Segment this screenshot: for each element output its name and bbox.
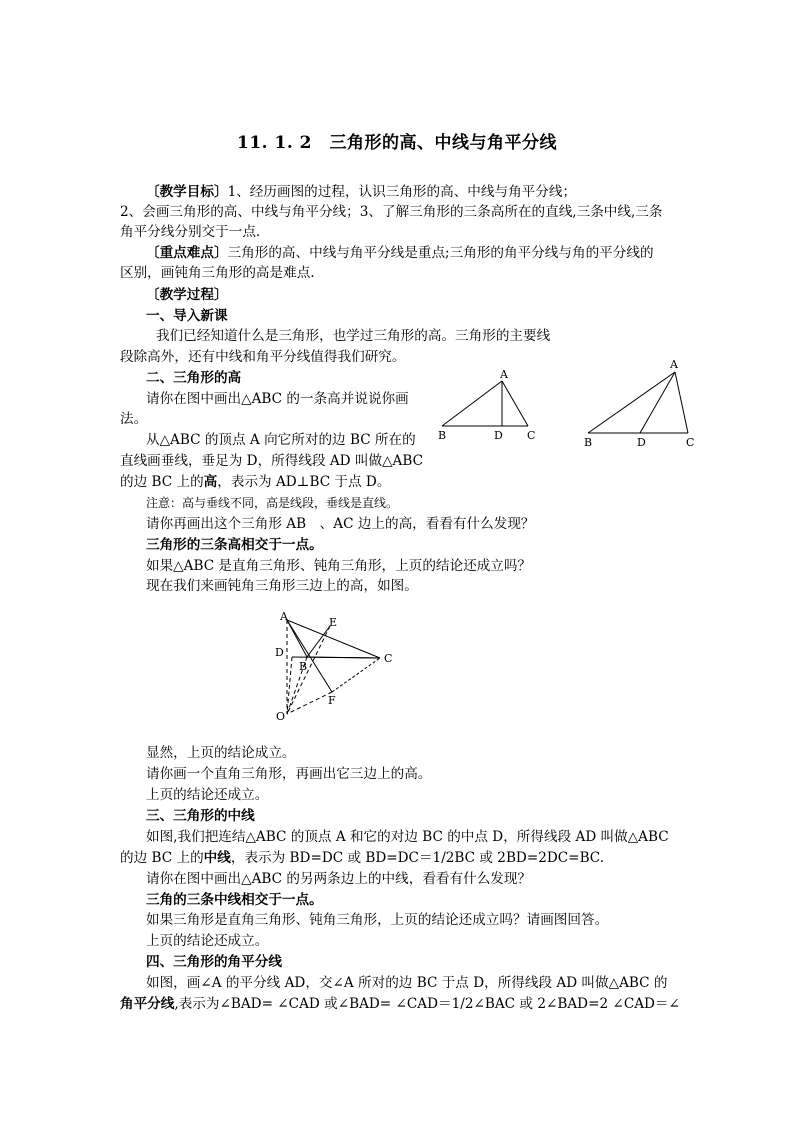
fig3-altitude-be bbox=[307, 626, 330, 657]
term-median: 中线 bbox=[203, 850, 231, 866]
s3-paragraph-5: 上页的结论还成立。 bbox=[146, 933, 269, 949]
fig1-label-d: D bbox=[494, 429, 503, 442]
fig3-label-f: F bbox=[328, 694, 336, 707]
goal-line-1 bbox=[146, 182, 576, 202]
s3-paragraph-3: 请你在图中画出△ABC 的另两条边上的中线，看看有什么发现？ bbox=[146, 871, 532, 887]
s2-paragraph-10: 请你画一个直角三角形，再画出它三边上的高。 bbox=[146, 766, 432, 782]
figure-altitude bbox=[430, 368, 550, 444]
s3-p2-text-c: ，表示为 BD=DC 或 BD=DC＝1/2BC 或 2BD=2DC=BC. bbox=[230, 850, 605, 866]
s4-p2-text-b: ,表示为∠BAD= ∠CAD 或∠BAD= ∠CAD＝1/2∠BAC 或 2∠BAD=2 ∠CAD＝∠ bbox=[174, 996, 680, 1012]
goal-line-2: 2、会画三角形的高、中线与角平分线；3、了解三角形的三条高所在的直线,三条中线,三条 bbox=[120, 204, 663, 220]
s4-paragraph-2 bbox=[120, 994, 680, 1014]
s3-p2-text-a: 的边 BC 上的 bbox=[120, 850, 204, 866]
fig3-label-b: B bbox=[299, 660, 308, 673]
s3-paragraph-2 bbox=[120, 848, 604, 868]
s2-paragraph-2: 法。 bbox=[120, 411, 148, 427]
s4-paragraph-1: 如图，画∠A 的平分线 AD，交∠A 所对的边 BC 于点 D，所得线段 AD 叫做△ABC 的 bbox=[146, 975, 668, 991]
s2-paragraph-7: 如果△ABC 是直角三角形、钝角三角形，上页的结论还成立吗？ bbox=[146, 558, 532, 574]
section-1-heading: 一、导入新课 bbox=[146, 308, 228, 324]
figure-obtuse-altitudes bbox=[270, 606, 400, 732]
goal-label: 〔教学目标〕 bbox=[146, 184, 228, 200]
fig2-side-ab bbox=[588, 372, 675, 433]
fig3-label-c: C bbox=[384, 652, 393, 665]
fig3-altitude-af bbox=[287, 620, 332, 692]
s2-p5-text-c: ，表示为 AD⊥BC 于点 D。 bbox=[217, 474, 391, 490]
s3-paragraph-1: 如图,我们把连结△ABC 的顶点 A 和它的对边 BC 的中点 D，所得线段 AD 叫做△ABC bbox=[146, 829, 669, 845]
s2-paragraph-3: 从△ABC 的顶点 A 向它所对的边 BC 所在的 bbox=[146, 432, 416, 448]
fig3-label-e: E bbox=[329, 616, 338, 629]
fig3-extension-fo bbox=[287, 692, 332, 714]
s2-conclusion: 三角形的三条高相交于一点。 bbox=[146, 537, 323, 553]
key-line-1 bbox=[146, 243, 654, 263]
s3-conclusion: 三角的三条中线相交于一点。 bbox=[146, 892, 323, 908]
section-2-heading: 二、三角形的高 bbox=[146, 370, 242, 386]
s2-note: 注意：高与垂线不同，高是线段，垂线是直线。 bbox=[146, 496, 399, 510]
section-4-heading: 四、三角形的角平分线 bbox=[146, 954, 282, 970]
fig1-side-ab bbox=[442, 381, 502, 426]
term-altitude: 高 bbox=[203, 474, 218, 490]
s2-paragraph-5 bbox=[120, 472, 390, 492]
fig1-label-a: A bbox=[500, 368, 508, 381]
key-label: 〔重点难点〕 bbox=[146, 245, 228, 261]
key-text-1: 三角形的高、中线与角平分线是重点;三角形的角平分线与角的平分线的 bbox=[227, 245, 654, 261]
fig3-label-d: D bbox=[275, 646, 284, 659]
s3-paragraph-4: 如果三角形是直角三角形、钝角三角形，上页的结论还成立吗？请画图回答。 bbox=[146, 912, 609, 928]
fig3-altitude-cd bbox=[292, 657, 380, 658]
term-angle-bisector: 角平分线 bbox=[120, 996, 175, 1012]
fig2-side-ac bbox=[675, 372, 688, 433]
fig1-label-b: B bbox=[438, 429, 447, 442]
process-label: 〔教学过程〕 bbox=[146, 287, 228, 303]
fig2-label-b: B bbox=[584, 436, 593, 449]
fig3-extension-cf bbox=[332, 658, 380, 692]
s2-paragraph-4: 直线画垂线，垂足为 D，所得线段 AD 叫做△ABC bbox=[120, 453, 423, 469]
figure-median bbox=[580, 354, 700, 450]
s2-p5-text-a: 的边 BC 上的 bbox=[120, 474, 204, 490]
s1-paragraph-1: 我们已经知道什么是三角形，也学过三角形的高。三角形的主要线 bbox=[156, 328, 551, 344]
s2-paragraph-9: 显然，上页的结论成立。 bbox=[146, 745, 296, 761]
fig3-label-a: A bbox=[280, 610, 288, 623]
goal-text-1: 1、经历画图的过程，认识三角形的高、中线与角平分线； bbox=[227, 184, 577, 200]
fig2-label-c: C bbox=[686, 436, 695, 449]
fig2-segment-ad bbox=[640, 372, 675, 433]
goal-line-3: 角平分线分别交于一点. bbox=[120, 224, 261, 240]
s2-paragraph-1: 请你在图中画出△ABC 的一条高并说说你画 bbox=[146, 391, 409, 407]
fig2-label-d: D bbox=[637, 436, 646, 449]
s1-paragraph-2: 段除高外，还有中线和角平分线值得我们研究。 bbox=[120, 349, 406, 365]
s2-paragraph-6: 请你再画出这个三角形 AB 、AC 边上的高，看看有什么发现？ bbox=[146, 516, 535, 532]
section-3-heading: 三、三角形的中线 bbox=[146, 808, 255, 824]
s2-paragraph-8: 现在我们来画钝角三角形三边上的高，如图。 bbox=[146, 578, 418, 594]
fig2-label-a: A bbox=[670, 358, 678, 371]
fig3-extension-eo bbox=[287, 626, 330, 714]
s2-paragraph-11: 上页的结论还成立。 bbox=[146, 787, 269, 803]
page-title: 11. 1. 2 三角形的高、中线与角平分线 bbox=[237, 133, 557, 153]
fig1-label-c: C bbox=[527, 429, 536, 442]
key-line-2: 区别，画钝角三角形的高是难点. bbox=[120, 265, 315, 281]
fig3-label-o: O bbox=[276, 710, 286, 723]
fig1-side-ac bbox=[502, 381, 528, 426]
